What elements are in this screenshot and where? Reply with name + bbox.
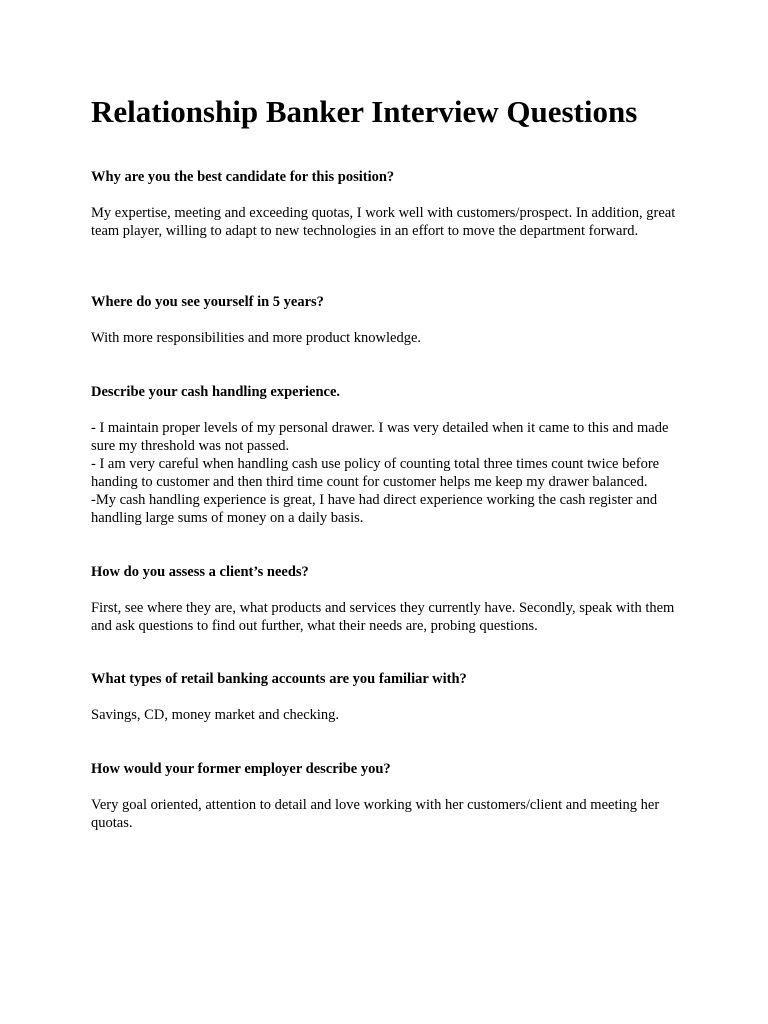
section-spacer (91, 347, 681, 383)
answer-text (91, 329, 681, 347)
question-heading: What types of retail banking accounts are you familiar with? (91, 671, 467, 687)
answer-line: - I am very careful when handling cash use policy of counting total three times count twice before handing to customer and then third time count for customer helps me keep my drawer balanced. (91, 456, 660, 490)
question-heading: How would your former employer describe you? (91, 761, 391, 777)
qa-section-cash-handling (91, 383, 681, 527)
qa-section-account-types (91, 670, 681, 724)
section-spacer (91, 635, 681, 670)
answer-text (91, 706, 681, 724)
answer-text (91, 419, 681, 527)
question-heading: How do you assess a client’s needs? (91, 564, 309, 580)
qa-section-best-candidate (91, 168, 681, 240)
answer-line: Savings, CD, money market and checking. (91, 707, 340, 723)
section-spacer (91, 724, 681, 760)
answer-line: - I maintain proper levels of my personal drawer. I was very detailed when it came to this and made sure my threshold was not passed. (91, 420, 669, 454)
answer-line: First, see where they are, what products and services they currently have. Secondly, speak with them and ask questions to find out further, what their needs are, probing questions. (91, 600, 675, 634)
document-body (91, 92, 681, 832)
answer-text (91, 599, 681, 635)
answer-line: My expertise, meeting and exceeding quotas, I work well with customers/prospect. In addition, great team player, willing to adapt to new technologies in an effort to move the department forward. (91, 205, 676, 239)
section-spacer (91, 240, 681, 293)
section-spacer (91, 527, 681, 563)
qa-section-five-years (91, 293, 681, 347)
answer-text (91, 204, 681, 240)
answer-line: -My cash handling experience is great, I have had direct experience working the cash register and handling large sums of money on a daily basis. (91, 492, 658, 526)
question-heading: Why are you the best candidate for this position? (91, 169, 395, 185)
document-title: Relationship Banker Interview Questions (91, 94, 638, 129)
qa-section-client-needs (91, 563, 681, 635)
question-heading: Where do you see yourself in 5 years? (91, 294, 324, 310)
answer-line: With more responsibilities and more product knowledge. (91, 330, 422, 346)
qa-section-former-employer (91, 760, 681, 832)
answer-text (91, 796, 681, 832)
answer-line: Very goal oriented, attention to detail and love working with her customers/client and meeting her quotas. (91, 797, 660, 831)
question-heading: Describe your cash handling experience. (91, 384, 341, 400)
